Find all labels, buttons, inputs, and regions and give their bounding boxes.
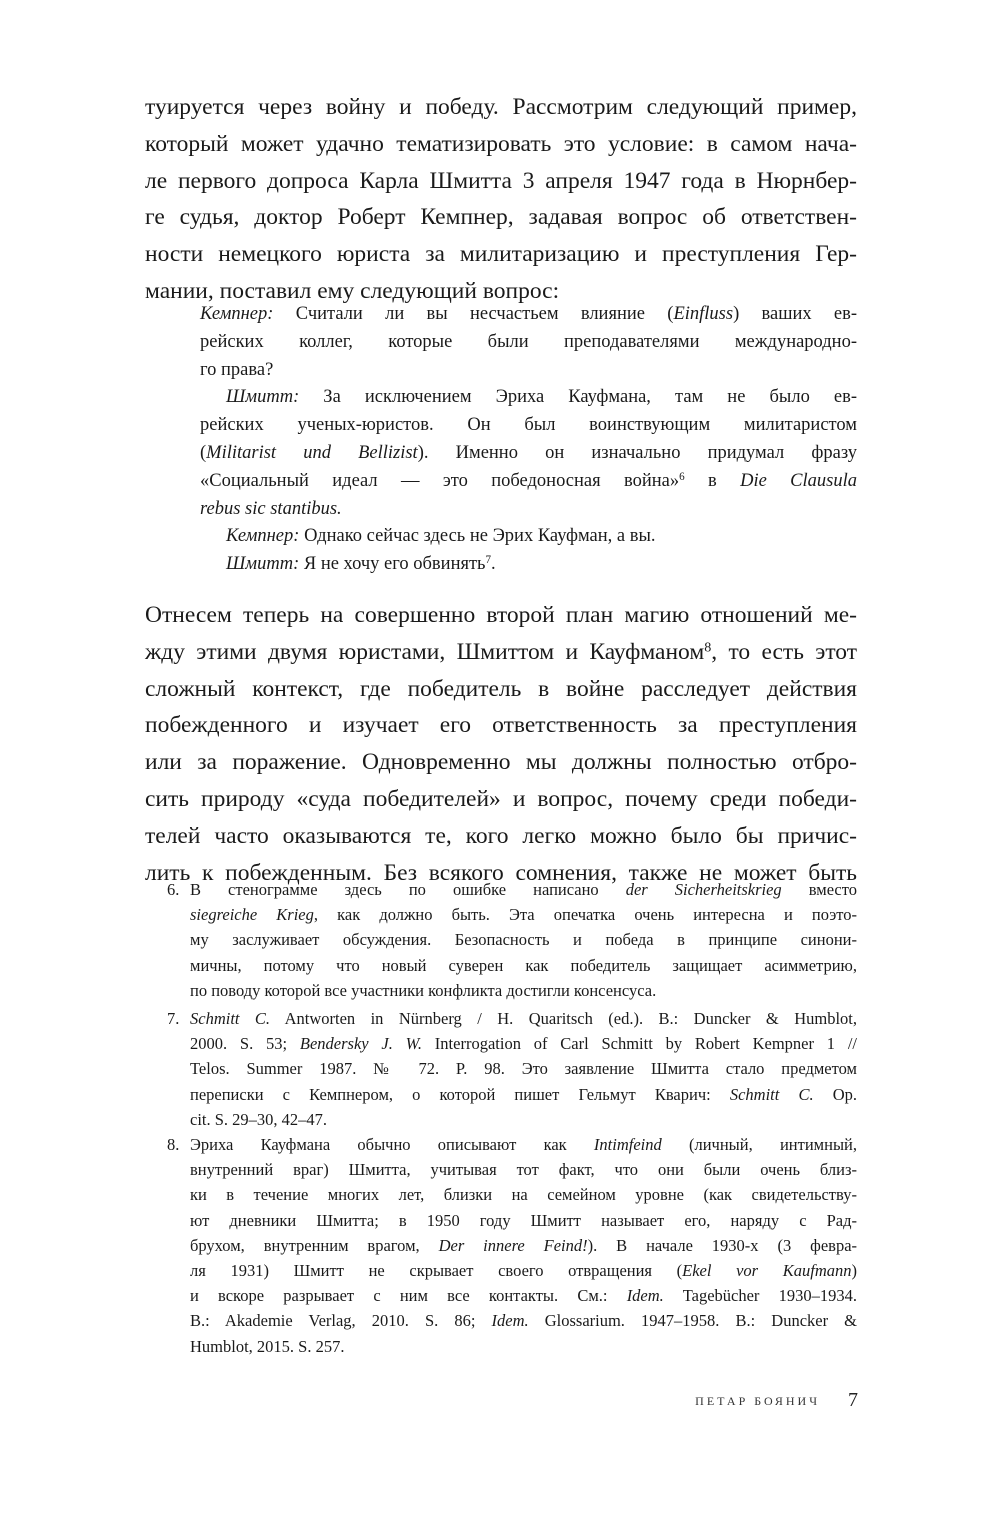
quote-line: го права?	[200, 359, 274, 380]
footnote-line: брухом, внутренним врагом, Der innere Feind!). В начале 1930-х (3 февра-	[190, 1235, 858, 1255]
quote-line: рейских коллег, которые были преподавателями международно-	[200, 331, 857, 352]
footnote-line: мичны, потому что новый суверен как победитель защищает асимметрию,	[190, 955, 857, 975]
footnote-line: B.: Akademie Verlag, 2010. S. 86; Idem. Glossarium. 1947–1958. B.: Duncker &	[190, 1311, 858, 1331]
footnote-line: по поводу которой все участники конфликта достигли консенсуса.	[190, 980, 657, 1000]
text-line: Отнесем теперь на совершенно второй план магию отношений ме-	[145, 602, 857, 628]
footnote-line: Schmitt C. Antworten in Nürnberg / H. Quaritsch (ed.). B.: Duncker & Humblot,	[190, 1009, 857, 1028]
running-head-author: ПЕТАР БОЯНИЧ	[695, 1394, 820, 1408]
speaker-label: Кемпнер:	[200, 304, 274, 324]
interrogation-quote	[200, 301, 857, 579]
text-line: побежденного и изучает его ответственность за преступления	[145, 712, 857, 739]
footnote-line: Telos. Summer 1987. № 72. P. 98. Это заявление Шмитта стало предметом	[190, 1059, 857, 1079]
text-line: который может удачно тематизировать это условие: в самом нача-	[145, 130, 857, 157]
speaker-label: Кемпнер:	[226, 526, 300, 547]
body-paragraph-1	[145, 89, 857, 310]
footnote-line: ки в течение многих лет, близки на семейном уровне (как свидетельству-	[190, 1185, 857, 1205]
footnote-line: ля 1931) Шмитт не скрывает своего отвращения (Ekel vor Kaufmann)	[190, 1261, 857, 1281]
text-line: сложный контекст, где победитель в войне расследует действия	[145, 675, 857, 702]
quote-line: Шмитт: Я не хочу его обвинять$^7$.	[226, 554, 496, 575]
page-number: 7	[848, 1389, 858, 1411]
text-line: ности немецкого юриста за милитаризацию и преступления Гер-	[145, 241, 857, 268]
footnote-ref-8: 8	[704, 639, 712, 656]
footnote-line: siegreiche Krieg, как должно быть. Эта опечатка очень интересна и поэто-	[190, 905, 858, 925]
quote-line: «Социальный идеал — это победоносная война»$^6$ в Die Clausula	[200, 470, 857, 491]
quote-line: rebus sic stantibus.	[200, 498, 342, 519]
footnote-line: В стенограмме здесь по ошибке написано der Sicherheitskrieg вместо	[190, 880, 857, 899]
quote-line: (Militarist und Bellizist). Именно он изначально придумал фразу	[200, 442, 857, 463]
quote-line: Кемпнер: Однако сейчас здесь не Эрих Кауфман, а вы.	[226, 526, 656, 547]
text-line: ле первого допроса Карла Шмитта 3 апреля 1947 года в Нюрнбер-	[145, 167, 857, 194]
footnote-6	[167, 877, 858, 1003]
footnote-7	[167, 1006, 857, 1132]
footnote-line: Эриха Кауфмана обычно описывают как Intimfeind (личный, интимный,	[190, 1135, 857, 1154]
footnote-line: 2000. S. 53; Bendersky J. W. Interrogation of Carl Schmitt by Robert Kempner 1 //	[190, 1034, 857, 1054]
footnote-line: ют дневники Шмитта; в 1950 году Шмитт называет его, наряду с Рад-	[190, 1210, 857, 1230]
footnote-8	[167, 1132, 858, 1359]
text-line: лить к побежденным. Без всякого сомнения, также не может быть	[145, 859, 857, 886]
quote-line: Кемпнер: Считали ли вы несчастьем влияние (Einfluss) ваших ев-	[200, 304, 857, 324]
footnote-line: внутренний враг) Шмитта, учитывая тот факт, что они были очень близ-	[190, 1160, 857, 1180]
footnote-line: Humblot, 2015. S. 257.	[190, 1336, 345, 1356]
footnote-ref-6: 6	[679, 470, 685, 483]
footnote-number: 7.	[167, 1009, 180, 1028]
quote-line: рейских ученых-юристов. Он был воинствующим милитаристом	[200, 415, 857, 436]
quote-line: Шмитт: За исключением Эриха Кауфмана, там не было ев-	[226, 387, 857, 408]
footnote-line: переписки с Кемпнером, о которой пишет Гельмут Кварич: Schmitt C. Op.	[190, 1084, 857, 1104]
body-paragraph-2	[145, 597, 857, 891]
text-line: сить природу «суда победителей» и вопрос, почему среди победи-	[145, 785, 857, 812]
footnote-line: cit. S. 29–30, 42–47.	[190, 1109, 328, 1129]
text-line: туируется через войну и победу. Рассмотрим следующий пример,	[145, 94, 857, 120]
footnote-number: 8.	[167, 1135, 180, 1154]
text-line: ге судья, доктор Роберт Кемпнер, задавая вопрос об ответствен-	[145, 204, 857, 231]
text-line: мании, поставил ему следующий вопрос:	[145, 277, 560, 304]
speaker-label: Шмитт:	[226, 554, 300, 575]
footnote-line: му заслуживает обсуждения. Безопасность и победа в принципе синони-	[190, 930, 857, 950]
footnote-ref-7: 7	[485, 554, 492, 567]
text-line: или за поражение. Одновременно мы должны полностью отбро-	[145, 749, 857, 776]
text-line: телей часто оказываются те, кого легко можно было бы причис-	[145, 822, 857, 849]
footnote-line: и вскоре разрывает с ним все контакты. См.: Idem. Tagebücher 1930–1934.	[190, 1286, 857, 1306]
speaker-label: Шмитт:	[226, 387, 300, 408]
footnote-number: 6.	[167, 880, 180, 899]
text-line: жду этими двумя юристами, Шмиттом и Кауфманом$^8$, то есть этот	[145, 638, 857, 665]
